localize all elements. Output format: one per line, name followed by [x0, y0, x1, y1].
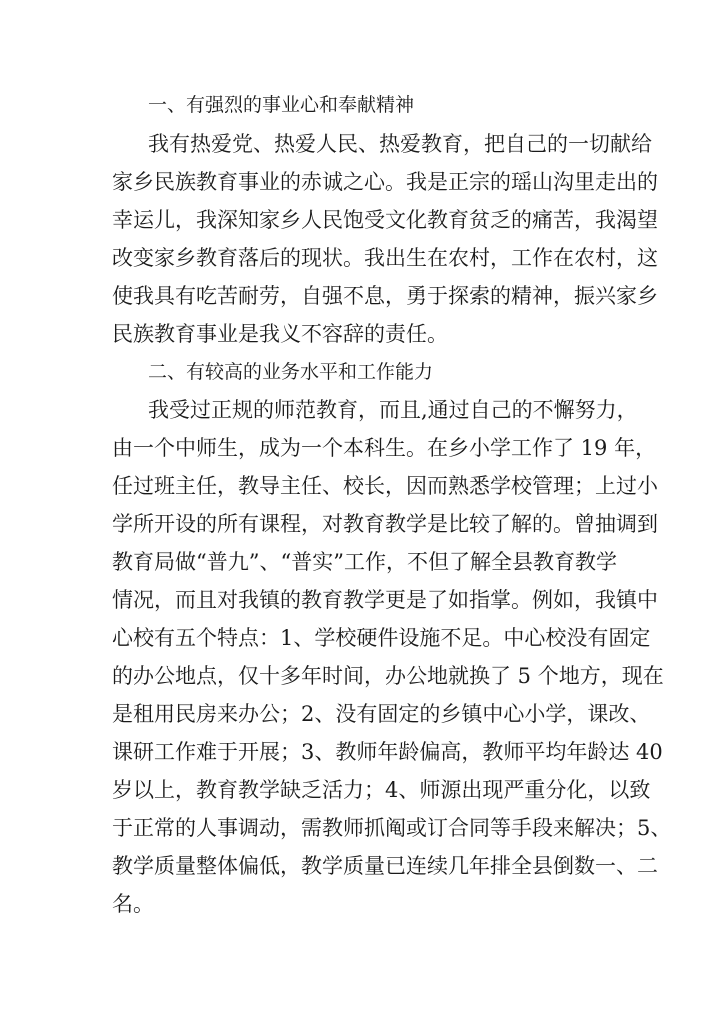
- paragraph-line: 的办公地点，仅十多年时间，办公地就换了 5 个地方，现在: [112, 664, 664, 688]
- paragraph-line: 幸运儿，我深知家乡人民饱受文化教育贫乏的痛苦，我渴望: [112, 208, 658, 232]
- paragraph-line: 课研工作难于开展；3、教师年龄偏高，教师平均年龄达 40: [112, 740, 663, 764]
- paragraph-line: 家乡民族教育事业的赤诚之心。我是正宗的瑶山沟里走出的: [112, 170, 658, 194]
- paragraph-line: 改变家乡教育落后的现状。我出生在农村，工作在农村，这: [112, 246, 658, 270]
- paragraph-line: 教学质量整体偏低，教学质量已连续几年排全县倒数一、二: [112, 854, 658, 878]
- section-heading: 二、有较高的业务水平和工作能力: [148, 361, 434, 383]
- paragraph-line: 岁以上，教育教学缺乏活力；4、师源出现严重分化，以致: [112, 778, 651, 802]
- paragraph-line: 学所开设的所有课程，对教育教学是比较了解的。曾抽调到: [112, 512, 658, 536]
- paragraph-line: 是租用民房来办公；2、没有固定的乡镇中心小学，课改、: [112, 702, 651, 726]
- paragraph-line: 任过班主任，教导主任、校长，因而熟悉学校管理；上过小: [112, 474, 658, 498]
- section-heading: 一、有强烈的事业心和奉献精神: [148, 94, 415, 116]
- paragraph-line: 心校有五个特点：1、学校硬件设施不足。中心校没有固定: [112, 626, 651, 650]
- paragraph-line: 我有热爱党、热爱人民、热爱教育，把自己的一切献给: [148, 132, 652, 156]
- paragraph-line: 民族教育事业是我义不容辞的责任。: [112, 322, 448, 346]
- paragraph-line: 情况，而且对我镇的教育教学更是了如指掌。例如，我镇中: [112, 588, 658, 612]
- paragraph-line: 名。: [112, 892, 154, 916]
- paragraph-line: 教育局做“普九”、“普实”工作，不但了解全县教育教学: [112, 550, 617, 574]
- paragraph-line: 由一个中师生，成为一个本科生。在乡小学工作了 19 年，: [112, 436, 657, 460]
- paragraph-line: 于正常的人事调动，需教师抓阄或订合同等手段来解决；5、: [112, 816, 672, 840]
- paragraph-line: 使我具有吃苦耐劳，自强不息，勇于探索的精神，振兴家乡: [112, 284, 658, 308]
- paragraph-line: 我受过正规的师范教育，而且,通过自己的不懈努力，: [148, 398, 638, 422]
